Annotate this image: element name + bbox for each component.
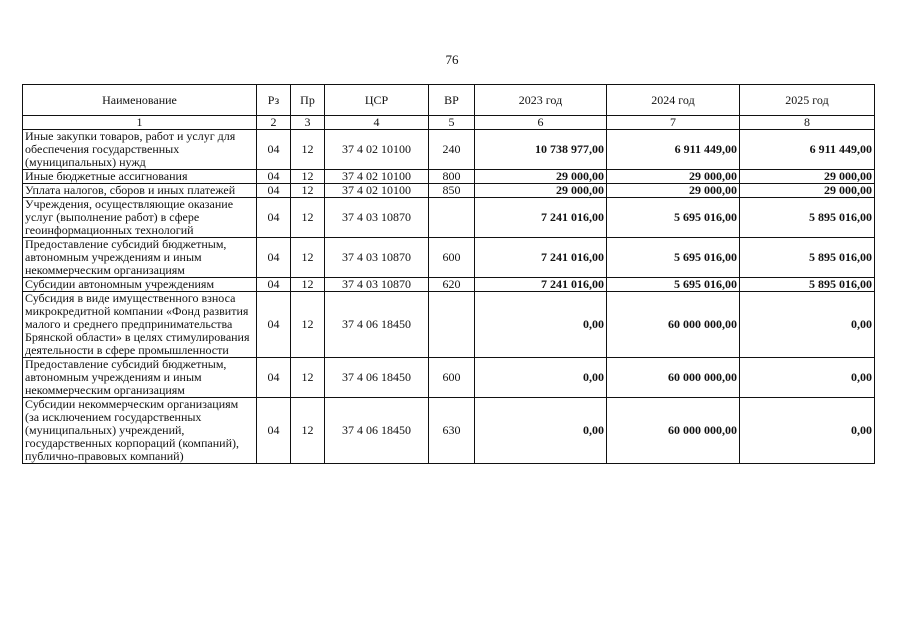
row-vr: 630 [429,398,475,464]
row-vr [429,198,475,238]
row-pr: 12 [291,292,325,358]
row-2024: 60 000 000,00 [607,292,740,358]
header-2025: 2025 год [740,85,875,116]
row-2023: 0,00 [475,358,607,398]
row-2025: 0,00 [740,358,875,398]
row-2025: 5 895 016,00 [740,278,875,292]
row-csr: 37 4 03 10870 [325,238,429,278]
header-2024: 2024 год [607,85,740,116]
table-row [23,170,875,184]
row-name: Уплата налогов, сборов и иных платежей [23,184,257,198]
table-row [23,238,875,278]
row-pr: 12 [291,198,325,238]
row-name: Субсидии автономным учреждениям [23,278,257,292]
row-name: Предоставление субсидий бюджетным, автономным учреждениям и иным некоммерческим организациям [23,238,257,278]
row-rz: 04 [257,130,291,170]
row-rz: 04 [257,238,291,278]
row-csr: 37 4 02 10100 [325,170,429,184]
table-row [23,292,875,358]
row-name: Субсидия в виде имущественного взноса микрокредитной компании «Фонд развития малого и среднего предпринимательства Брянской области» в целях стимулирования деятельности в сфере промышленности [23,292,257,358]
row-2023: 7 241 016,00 [475,238,607,278]
row-2025: 29 000,00 [740,170,875,184]
row-rz: 04 [257,198,291,238]
row-vr [429,292,475,358]
page-number: 76 [445,52,459,67]
row-vr: 600 [429,358,475,398]
row-2025: 29 000,00 [740,184,875,198]
row-rz: 04 [257,170,291,184]
row-name: Предоставление субсидий бюджетным, автономным учреждениям и иным некоммерческим организациям [23,358,257,398]
row-pr: 12 [291,130,325,170]
row-csr: 37 4 06 18450 [325,358,429,398]
row-vr: 240 [429,130,475,170]
row-name: Учреждения, осуществляющие оказание услуг (выполнение работ) в сфере геоинформационных технологий [23,198,257,238]
row-2024: 29 000,00 [607,184,740,198]
table-row [23,198,875,238]
header-csr: ЦСР [325,85,429,116]
header-row [23,85,875,116]
table-row [23,130,875,170]
row-csr: 37 4 02 10100 [325,184,429,198]
budget-table [22,84,875,464]
row-rz: 04 [257,358,291,398]
row-2025: 5 895 016,00 [740,198,875,238]
column-number: 5 [429,116,475,130]
column-number: 2 [257,116,291,130]
row-vr: 600 [429,238,475,278]
row-vr: 800 [429,170,475,184]
row-pr: 12 [291,170,325,184]
row-rz: 04 [257,292,291,358]
column-number: 4 [325,116,429,130]
row-2024: 5 695 016,00 [607,238,740,278]
row-2023: 0,00 [475,292,607,358]
row-2023: 7 241 016,00 [475,278,607,292]
table-row [23,358,875,398]
row-csr: 37 4 02 10100 [325,130,429,170]
table-row [23,398,875,464]
row-2023: 7 241 016,00 [475,198,607,238]
row-2025: 0,00 [740,292,875,358]
header-vr: ВР [429,85,475,116]
row-2025: 0,00 [740,398,875,464]
row-2024: 5 695 016,00 [607,278,740,292]
row-vr: 620 [429,278,475,292]
row-csr: 37 4 03 10870 [325,278,429,292]
column-number-row [23,116,875,130]
row-csr: 37 4 03 10870 [325,198,429,238]
table-row [23,184,875,198]
header-2023: 2023 год [475,85,607,116]
column-number: 6 [475,116,607,130]
row-2025: 5 895 016,00 [740,238,875,278]
row-2024: 6 911 449,00 [607,130,740,170]
header-pr: Пр [291,85,325,116]
row-2025: 6 911 449,00 [740,130,875,170]
row-2023: 29 000,00 [475,170,607,184]
row-2023: 0,00 [475,398,607,464]
row-csr: 37 4 06 18450 [325,292,429,358]
column-number: 8 [740,116,875,130]
row-rz: 04 [257,184,291,198]
row-name: Иные бюджетные ассигнования [23,170,257,184]
row-pr: 12 [291,278,325,292]
row-pr: 12 [291,238,325,278]
column-number: 1 [23,116,257,130]
row-2023: 10 738 977,00 [475,130,607,170]
table-row [23,278,875,292]
row-2024: 29 000,00 [607,170,740,184]
row-pr: 12 [291,358,325,398]
row-name: Субсидии некоммерческим организациям (за исключением государственных (муниципальных) учреждений, государственных корпораций (компаний), публично-правовых компаний) [23,398,257,464]
row-rz: 04 [257,278,291,292]
row-2023: 29 000,00 [475,184,607,198]
row-2024: 60 000 000,00 [607,358,740,398]
row-2024: 5 695 016,00 [607,198,740,238]
row-csr: 37 4 06 18450 [325,398,429,464]
row-name: Иные закупки товаров, работ и услуг для обеспечения государственных (муниципальных) нужд [23,130,257,170]
row-pr: 12 [291,398,325,464]
header-name: Наименование [23,85,257,116]
column-number: 7 [607,116,740,130]
row-rz: 04 [257,398,291,464]
header-rz: Рз [257,85,291,116]
row-2024: 60 000 000,00 [607,398,740,464]
row-pr: 12 [291,184,325,198]
row-vr: 850 [429,184,475,198]
column-number: 3 [291,116,325,130]
